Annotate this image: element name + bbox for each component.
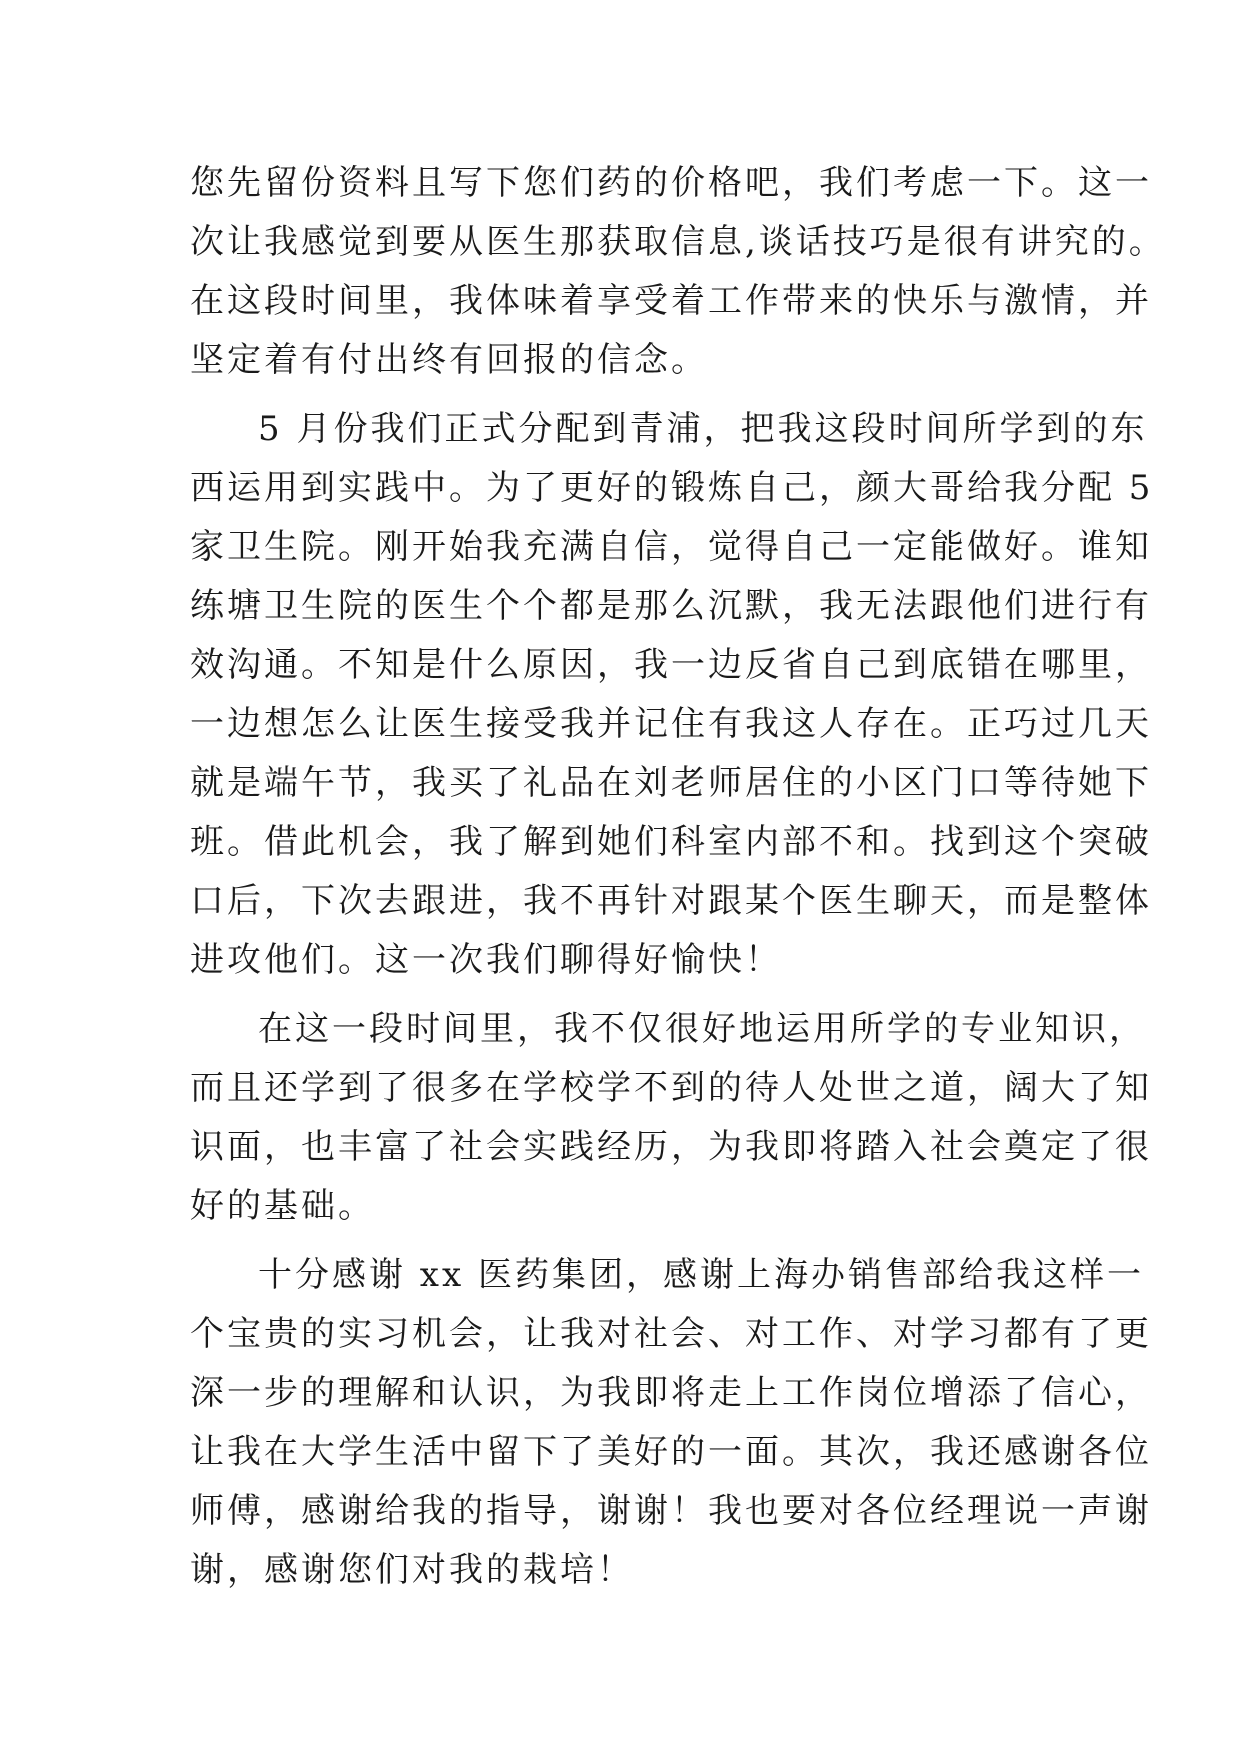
text-line: 谢，感谢您们对我的栽培！ (190, 1550, 634, 1590)
text-line: 深一步的理解和认识，为我即将走上工作岗位增添了信心， (190, 1373, 1152, 1413)
text-line: 就是端午节，我买了礼品在刘老师居住的小区门口等待她下 (190, 763, 1152, 803)
text-line: 个宝贵的实习机会，让我对社会、对工作、对学习都有了更 (190, 1314, 1152, 1354)
text-line: 次让我感觉到要从医生那获取信息,谈话技巧是很有讲究的。 (190, 222, 1166, 262)
text-line: 班。借此机会，我了解到她们科室内部不和。找到这个突破 (190, 822, 1152, 862)
text-line: 家卫生院。刚开始我充满自信，觉得自己一定能做好。谁知 (190, 527, 1152, 567)
text-line: 好的基础。 (190, 1186, 375, 1226)
text-line: 师傅，感谢给我的指导，谢谢！我也要对各位经理说一声谢 (190, 1491, 1152, 1531)
text-line: 在这段时间里，我体味着享受着工作带来的快乐与激情，并 (190, 281, 1152, 321)
text-line: 您先留份资料且写下您们药的价格吧，我们考虑一下。这一 (190, 163, 1152, 203)
paragraph (190, 1246, 1152, 1600)
text-line: 让我在大学生活中留下了美好的一面。其次，我还感谢各位 (190, 1432, 1152, 1472)
document-body (190, 154, 1166, 1600)
paragraph (190, 400, 1154, 990)
paragraph (190, 1000, 1152, 1236)
text-line: 在这一段时间里，我不仅很好地运用所学的专业知识， (258, 1009, 1146, 1049)
text-line: 而且还学到了很多在学校学不到的待人处世之道，阔大了知 (190, 1068, 1152, 1108)
text-line: 识面，也丰富了社会实践经历，为我即将踏入社会奠定了很 (190, 1127, 1152, 1167)
text-line: 一边想怎么让医生接受我并记住有我这人存在。正巧过几天 (190, 704, 1152, 744)
paragraph (190, 154, 1166, 390)
text-line: 练塘卫生院的医生个个都是那么沉默，我无法跟他们进行有 (190, 586, 1152, 626)
text-line: 十分感谢 xx 医药集团，感谢上海办销售部给我这样一 (258, 1255, 1144, 1295)
text-line: 西运用到实践中。为了更好的锻炼自己，颜大哥给我分配 5 (190, 468, 1154, 508)
text-line: 效沟通。不知是什么原因，我一边反省自己到底错在哪里， (190, 645, 1152, 685)
text-line: 进攻他们。这一次我们聊得好愉快！ (190, 940, 782, 980)
text-line: 口后，下次去跟进，我不再针对跟某个医生聊天，而是整体 (190, 881, 1152, 921)
text-line: 坚定着有付出终有回报的信念。 (190, 340, 708, 380)
text-line: 5 月份我们正式分配到青浦，把我这段时间所学到的东 (258, 409, 1148, 449)
